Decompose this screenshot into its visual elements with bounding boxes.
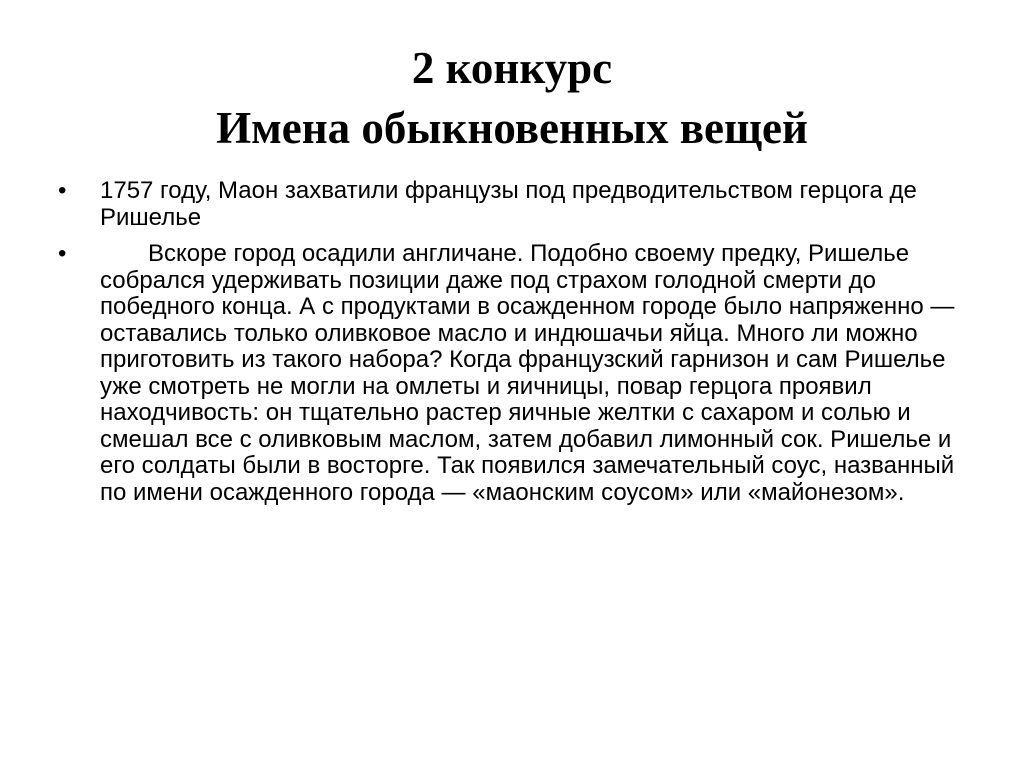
title-line-1: 2 конкурс bbox=[411, 43, 613, 93]
bullet-text-content: Вскоре город осадили англичане. Подобно своему предку, Ришелье собрался удерживать позиции даже под страхом голодной смерти до победного конца. А с продуктами в осажденном городе было напряженно — оставались только оливковое масло и индюшачьи яйца. Много ли можно приготовить из такого набора? Когда французский гарнизон и сам Ришелье уже смотреть не могли на омлеты и яичницы, повар герцога проявил находчивость: он тщательно растер яичные желтки с сахаром и солью и смешал все с оливковым маслом, затем добавил лимонный сок. Ришелье и его солдаты были в восторге. Так появился замечательный соус, названный по имени осажденного города — «маонским соусом» или «майонезом». bbox=[100, 240, 955, 506]
bullet-dot-icon: • bbox=[58, 240, 67, 267]
bullet-list bbox=[58, 178, 958, 516]
bullet-text bbox=[100, 241, 958, 506]
bullet-item bbox=[58, 178, 958, 231]
bullet-text: 1757 году, Маон захватили французы под предводительством герцога де Ришелье bbox=[100, 177, 917, 231]
slide-title bbox=[0, 38, 1024, 158]
bullet-dot-icon: • bbox=[58, 177, 67, 204]
title-line-2: Имена обыкновенных вещей bbox=[216, 103, 808, 153]
bullet-item bbox=[58, 241, 958, 506]
